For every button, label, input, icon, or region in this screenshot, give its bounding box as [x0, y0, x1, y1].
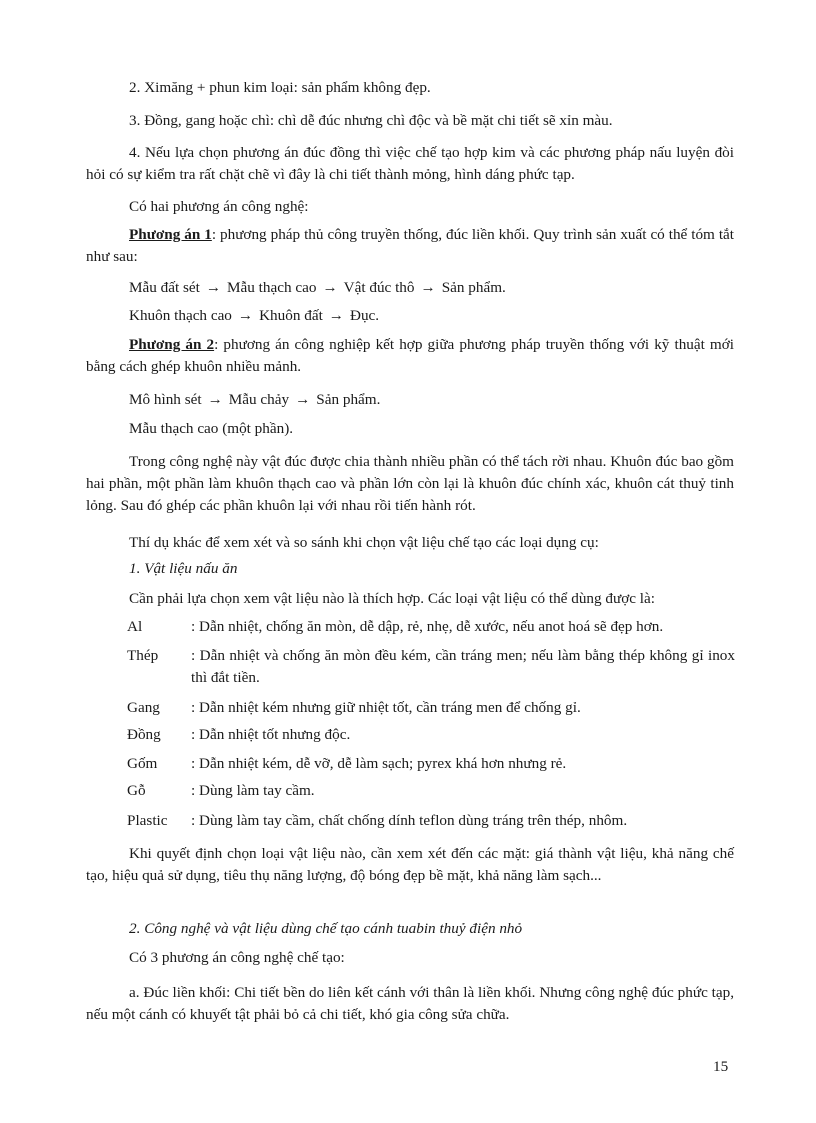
paragraph-another-example: Thí dụ khác để xem xét và so sánh khi chọn vật liệu chế tạo các loại dụng cụ: — [129, 534, 599, 551]
material-name: Gốm — [127, 755, 158, 772]
flow3-step-c: Sản phẩm. — [316, 391, 381, 408]
paragraph-cement-spray: 2. Ximăng + phun kim loại: sản phẩm không đẹp. — [129, 79, 431, 96]
paragraph-decision-criteria: Khi quyết định chọn loại vật liệu nào, cần xem xét đến các mặt: giá thành vật liệu, khả năng chế tạo, hiệu quả sử dụng, tiêu thụ năng lượng, độ bóng đẹp bề mặt, khả năng làm sạch... — [86, 845, 734, 884]
flow2-step-c: Đục. — [349, 307, 380, 324]
paragraph-option-2 — [86, 334, 734, 378]
paragraph-three-options: Có 3 phương án công nghệ chế tạo: — [129, 949, 345, 966]
material-name: Thép — [127, 647, 159, 664]
process-flow-4: Mẫu thạch cao (một phần). — [129, 420, 294, 437]
material-description: : Dùng làm tay cầm, chất chống dính teflon dùng tráng trên thép, nhôm. — [191, 812, 628, 829]
arrow-icon: → — [207, 391, 223, 408]
process-flow-2 — [129, 305, 379, 327]
material-name: Đồng — [127, 726, 161, 743]
process-flow-3 — [129, 389, 380, 411]
material-name: Plastic — [127, 812, 168, 829]
flow2-step-b: Khuôn đất — [259, 307, 323, 324]
material-description: : Dùng làm tay cầm. — [191, 782, 315, 799]
material-description: : Dẫn nhiệt và chống ăn mòn đều kém, cần tráng men; nếu làm bằng thép không gỉ inox thì đắt tiền. — [191, 647, 735, 686]
material-name: Al — [127, 618, 143, 635]
option-2-label: Phương án 2 — [129, 336, 215, 353]
page-number: 15 — [713, 1058, 729, 1075]
option-1-label: Phương án 1 — [129, 226, 212, 243]
flow1-step-d: Sản phẩm. — [441, 279, 506, 296]
material-description: : Dẫn nhiệt kém, dễ vỡ, dễ làm sạch; pyrex khá hơn nhưng rẻ. — [191, 755, 567, 772]
arrow-icon: → — [295, 391, 311, 408]
heading-cooking-materials: 1. Vật liệu nấu ăn — [129, 560, 238, 577]
option-2-text: : phương án công nghiệp kết hợp giữa phương pháp truyền thống với kỹ thuật mới bằng cách ghép khuôn nhiều mảnh. — [86, 336, 734, 375]
paragraph-technology-description: Trong công nghệ này vật đúc được chia thành nhiều phần có thể tách rời nhau. Khuôn đúc bao gồm hai phần, một phần làm khuôn thạch cao và phần lớn còn lại là khuôn đúc chính xác, khuôn cát thuỷ tinh lỏng. Sau đó ghép các phần khuôn lại với nhau rồi tiến hành rót. — [86, 453, 734, 514]
material-description: : Dẫn nhiệt, chống ăn mòn, dễ dập, rẻ, nhẹ, dễ xước, nếu anot hoá sẽ đẹp hơn. — [191, 618, 664, 635]
flow1-step-c: Vật đúc thô — [343, 279, 415, 296]
paragraph-copper-casting: 4. Nếu lựa chọn phương án đúc đồng thì việc chế tạo hợp kim và các phương pháp nấu luyện đòi hỏi có sự kiểm tra rất chặt chẽ vì đây là chi tiết thành mỏng, hình dáng phức tạp. — [86, 144, 734, 183]
arrow-icon: → — [237, 307, 254, 324]
paragraph-copper-cast-iron-lead: 3. Đồng, gang hoặc chì: chì dễ đúc nhưng chì độc và bề mặt chi tiết sẽ xỉn màu. — [129, 112, 613, 129]
heading-turbine-blade: 2. Công nghệ và vật liệu dùng chế tạo cánh tuabin thuỷ điện nhỏ — [129, 920, 523, 937]
flow3-step-b: Mẫu chảy — [228, 391, 290, 408]
option-1-text: : phương pháp thủ công truyền thống, đúc liền khối. Quy trình sản xuất có thể tóm tắt như sau: — [86, 226, 735, 265]
flow2-step-a: Khuôn thạch cao — [129, 307, 232, 324]
process-flow-1 — [129, 277, 506, 299]
arrow-icon: → — [322, 279, 338, 296]
flow1-step-b: Mẫu thạch cao — [227, 279, 317, 296]
flow1-step-a: Mẫu đất sét — [129, 279, 200, 296]
arrow-icon: → — [328, 307, 344, 324]
paragraph-two-options: Có hai phương án công nghệ: — [129, 198, 309, 215]
material-name: Gang — [127, 699, 160, 716]
arrow-icon: → — [205, 279, 222, 296]
material-description: : Dẫn nhiệt tốt nhưng độc. — [191, 726, 351, 743]
paragraph-choose-material: Cần phải lựa chọn xem vật liệu nào là thích hợp. Các loại vật liệu có thể dùng được là: — [129, 590, 655, 607]
paragraph-monolithic-casting: a. Đúc liền khối: Chi tiết bền do liên kết cánh với thân là liền khối. Nhưng công nghệ đúc phức tạp, nếu một cánh có khuyết tật phải bỏ cả chi tiết, khó gia công sửa chữa. — [86, 984, 734, 1023]
material-name: Gỗ — [127, 782, 146, 799]
paragraph-option-1 — [86, 224, 734, 268]
flow3-step-a: Mô hình sét — [129, 391, 202, 408]
material-description: : Dẫn nhiệt kém nhưng giữ nhiệt tốt, cần tráng men để chống gỉ. — [191, 699, 581, 716]
arrow-icon: → — [420, 279, 436, 296]
